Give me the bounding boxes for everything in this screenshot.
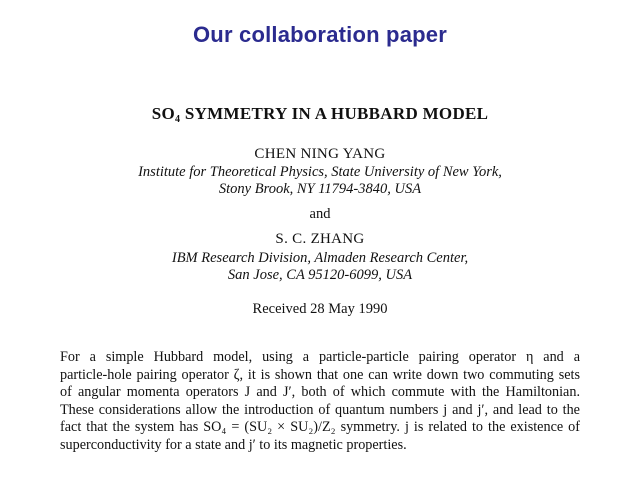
abstract-line: superconductivity for a state and j′ to its magnetic properties.	[60, 436, 407, 453]
abstract-line: particle-hole pairing operator ζ, it is shown that one can write down two commuting sets	[60, 366, 580, 383]
author-2-name: S. C. ZHANG	[275, 231, 365, 247]
received-date: Received 28 May 1990	[252, 301, 388, 317]
abstract-line: For a simple Hubbard model, using a particle-particle pairing operator η and a	[60, 349, 580, 365]
paper-title-subscript: 4	[174, 114, 181, 125]
abstract-line: These considerations allow the introduction of quantum numbers j and j′, and lead to the	[60, 401, 580, 418]
abstract	[60, 349, 580, 455]
paper-title-prefix: SO	[151, 104, 175, 123]
author-conjunction: and	[309, 206, 331, 222]
abstract-line: fact that the system has SO₄ = (SU₂ × SU₂)/Z₂ symmetry. j is related to the existence of	[60, 419, 580, 436]
author-2-affiliation-line-2: San Jose, CA 95120-6099, USA	[227, 267, 413, 283]
author-2-affiliation-line-1: IBM Research Division, Almaden Research Center,	[171, 250, 469, 266]
paper-title-rest: SYMMETRY IN A HUBBARD MODEL	[180, 104, 489, 123]
author-1-affiliation-line-2: Stony Brook, NY 11794-3840, USA	[218, 181, 422, 197]
abstract-line: of angular momenta operators J and J′, both of which commute with the Hamiltonian.	[60, 384, 580, 401]
author-1-name: CHEN NING YANG	[254, 146, 386, 162]
paper-title	[0, 104, 640, 124]
slide-title: Our collaboration paper	[193, 22, 447, 47]
author-1-affiliation-line-1: Institute for Theoretical Physics, State University of New York,	[138, 164, 502, 180]
